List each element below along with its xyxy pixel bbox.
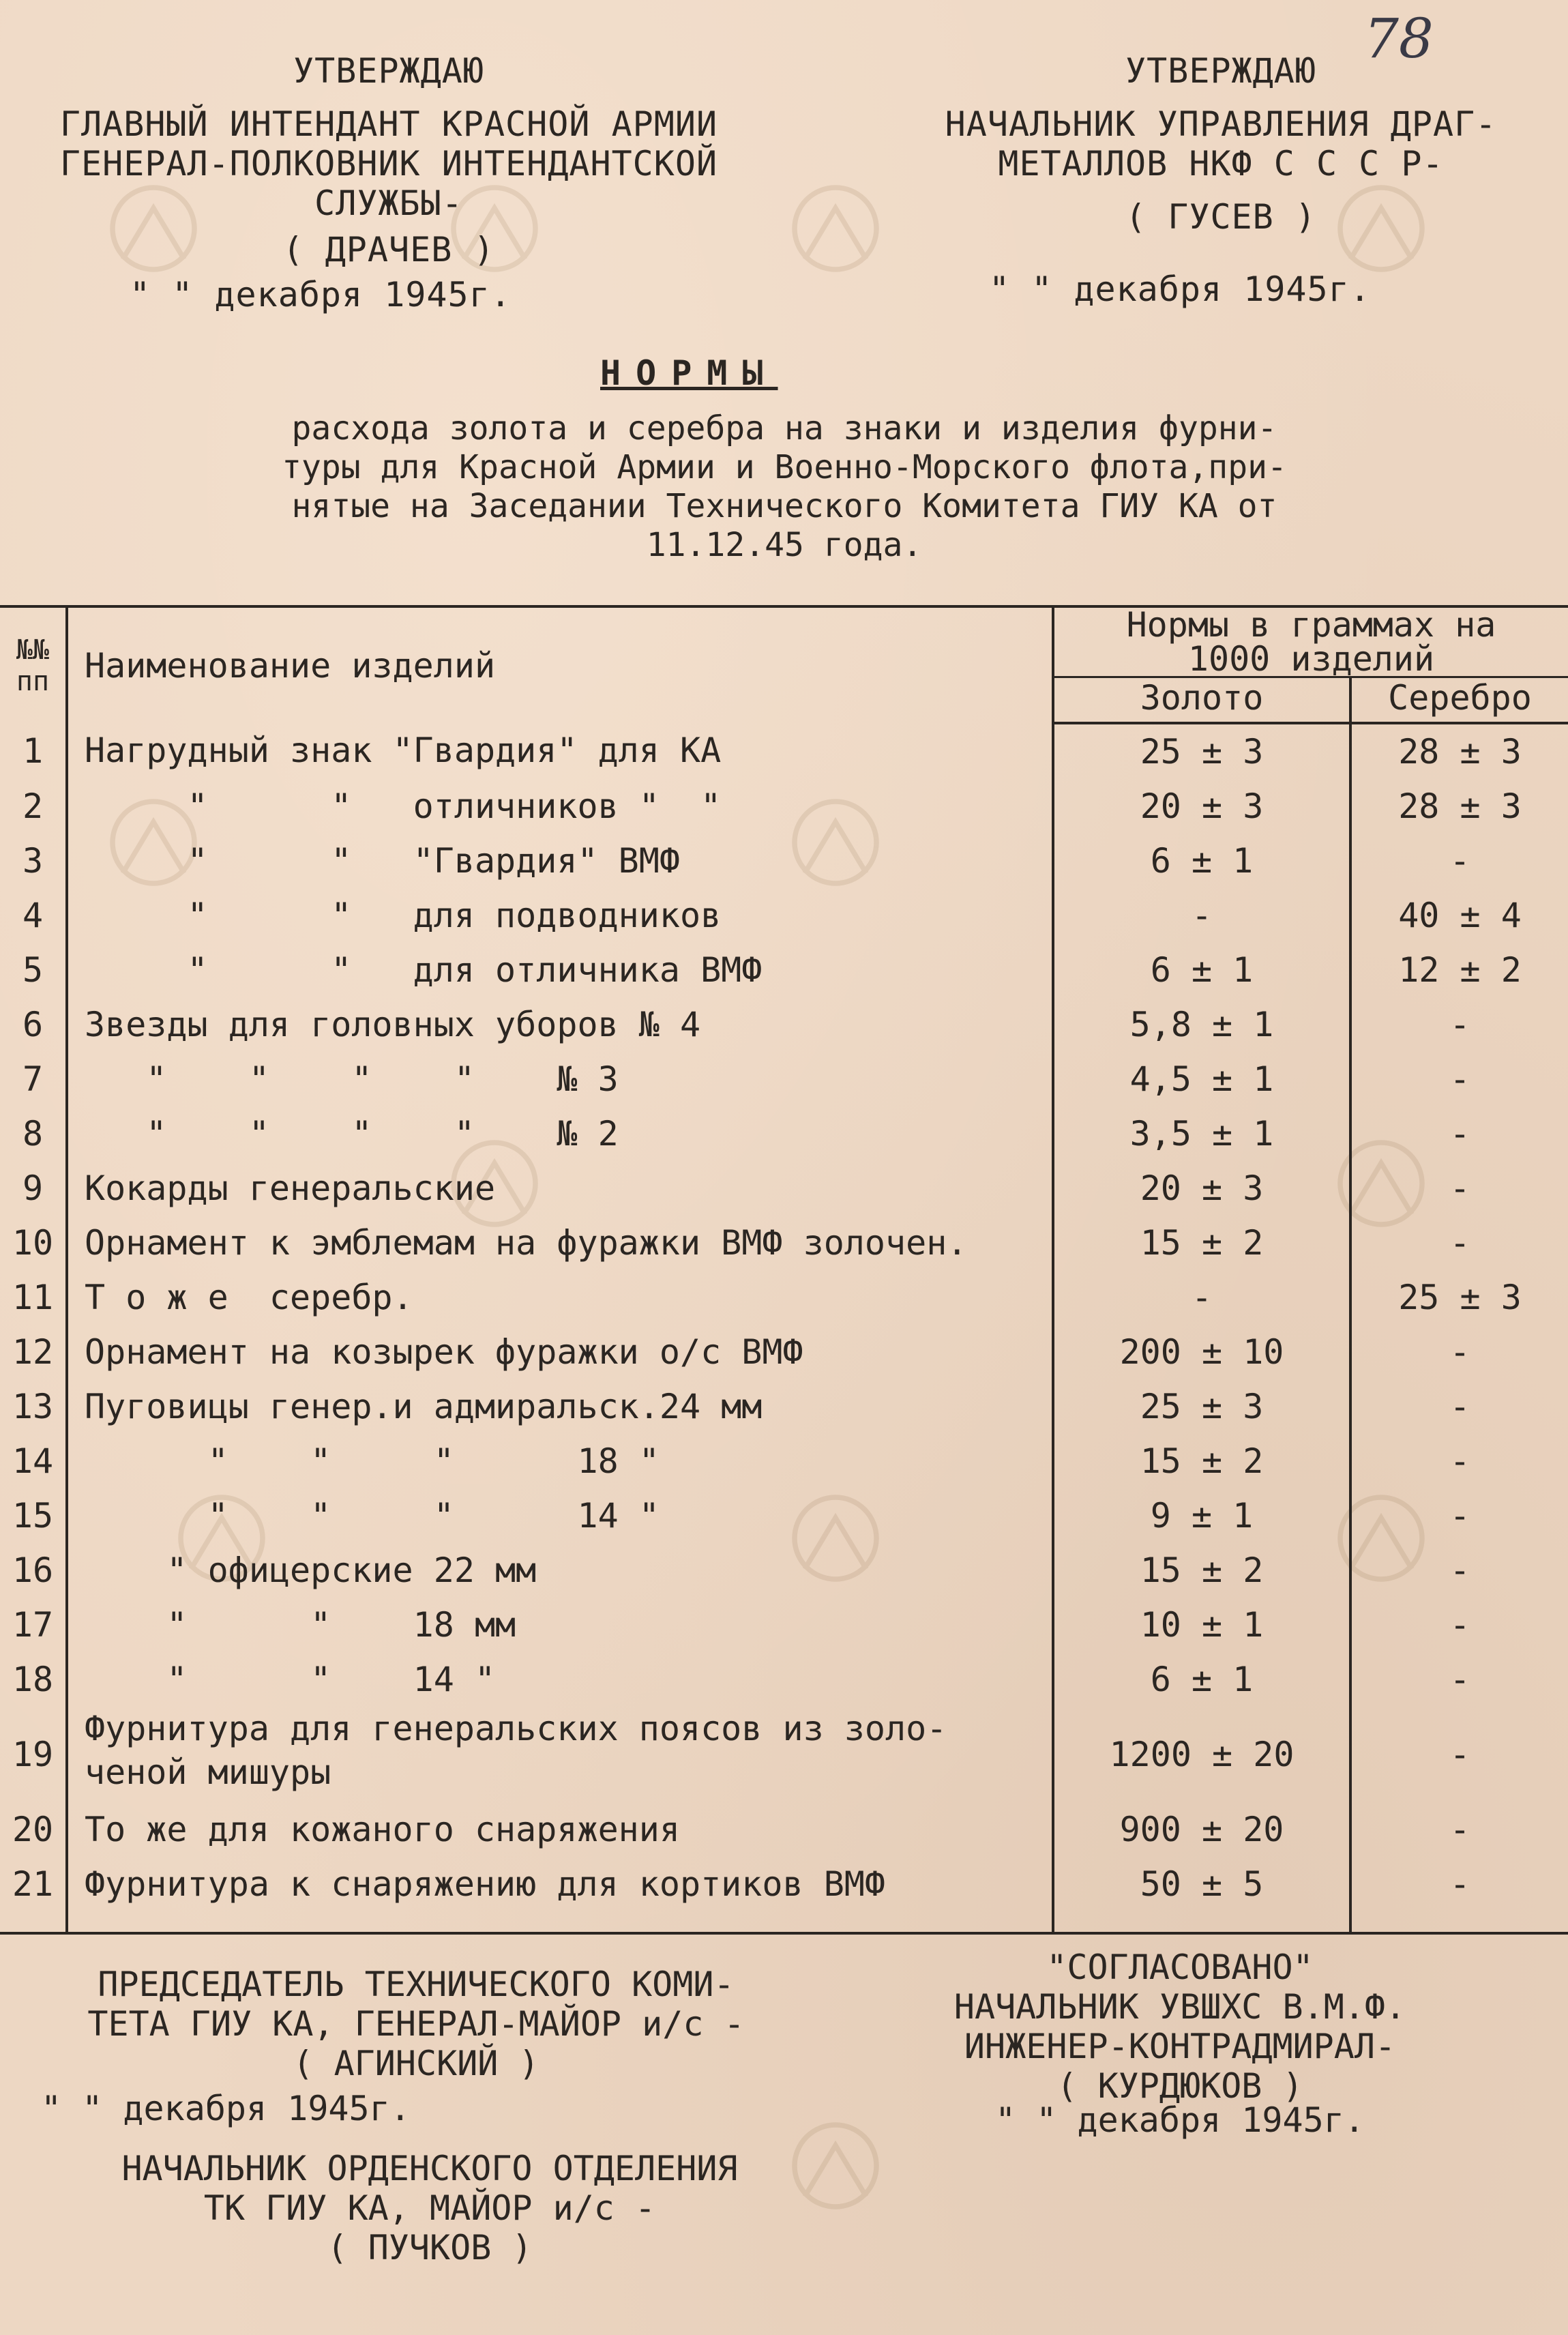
row-silver: 28 ± 3 bbox=[1398, 787, 1522, 826]
row-name: Звезды для головных уборов № 4 bbox=[67, 997, 1053, 1052]
row-number: 11 bbox=[0, 1270, 67, 1325]
row-number: 1 bbox=[0, 723, 67, 779]
row-name: " " " " № 3 bbox=[67, 1052, 1053, 1106]
row-silver: 40 ± 4 bbox=[1398, 896, 1522, 935]
header-norms-label: Нормы в граммах на 1000 изделий bbox=[1126, 605, 1496, 679]
row-gold: 1200 ± 20 bbox=[1053, 1707, 1350, 1802]
row-gold: 15 ± 2 bbox=[1053, 1543, 1350, 1598]
row-name: Т о ж е серебр. bbox=[67, 1270, 1053, 1325]
row-gold: 20 ± 3 bbox=[1053, 1161, 1350, 1216]
row-name: Орнамент на козырек фуражки о/с ВМФ bbox=[67, 1325, 1053, 1379]
row-number: 18 bbox=[0, 1652, 67, 1707]
sign-right-date: " " декабря 1945г. bbox=[995, 2100, 1365, 2140]
row-number: 6 bbox=[0, 997, 67, 1052]
row-silver: - bbox=[1449, 1387, 1470, 1426]
sign-right-name: ( КУРДЮКОВ ) bbox=[1056, 2066, 1303, 2106]
table-row bbox=[0, 888, 1568, 943]
row-name: " " для подводников bbox=[67, 888, 1053, 943]
approve-right-line1: НАЧАЛЬНИК УПРАВЛЕНИЯ ДРАГ- bbox=[945, 104, 1497, 144]
row-name: То же для кожаного снаряжения bbox=[67, 1802, 1053, 1857]
row-silver: - bbox=[1449, 841, 1470, 881]
approve-right-block bbox=[914, 51, 1528, 309]
row-gold: 900 ± 20 bbox=[1053, 1802, 1350, 1857]
row-name: " " " 18 " bbox=[67, 1434, 1053, 1488]
document-title: НОРМЫ bbox=[600, 353, 778, 393]
row-silver: - bbox=[1449, 1114, 1470, 1154]
row-silver: 12 ± 2 bbox=[1398, 950, 1522, 990]
row-gold: 6 ± 1 bbox=[1053, 834, 1350, 888]
row-name: " " 14 " bbox=[67, 1652, 1053, 1707]
row-number: 15 bbox=[0, 1488, 67, 1543]
row-gold: 50 ± 5 bbox=[1053, 1857, 1350, 1911]
row-number: 9 bbox=[0, 1161, 67, 1216]
row-name: Фурнитура для генеральских поясов из золо- ченой мишуры bbox=[67, 1707, 1053, 1802]
table-row bbox=[0, 1802, 1568, 1857]
table-row bbox=[0, 1106, 1568, 1161]
approve-left-line2: ГЕНЕРАЛ-ПОЛКОВНИК ИНТЕНДАНТСКОЙ bbox=[59, 144, 718, 183]
row-number: 7 bbox=[0, 1052, 67, 1106]
row-silver: - bbox=[1449, 1735, 1470, 1774]
table-bottom-cell bbox=[67, 1911, 1053, 1933]
row-number: 21 bbox=[0, 1857, 67, 1911]
approve-left-name: ( ДРАЧЕВ ) bbox=[282, 230, 495, 269]
table-row bbox=[0, 943, 1568, 997]
sign-right-block bbox=[873, 1948, 1487, 2140]
page-number: 78 bbox=[1364, 7, 1434, 70]
table-row bbox=[0, 1598, 1568, 1652]
table-bottom-cell bbox=[0, 1911, 67, 1933]
row-name: " " 18 мм bbox=[67, 1598, 1053, 1652]
sign-bottom-block bbox=[55, 2149, 805, 2267]
row-gold: 200 ± 10 bbox=[1053, 1325, 1350, 1379]
row-name: " " " 14 " bbox=[67, 1488, 1053, 1543]
row-gold: 9 ± 1 bbox=[1053, 1488, 1350, 1543]
row-number: 12 bbox=[0, 1325, 67, 1379]
sign-left-line2: ТЕТА ГИУ КА, ГЕНЕРАЛ-МАЙОР и/с - bbox=[87, 2004, 745, 2044]
header-name-label: Наименование изделий bbox=[85, 645, 496, 686]
table-header-row bbox=[0, 606, 1568, 677]
row-name: Пуговицы генер.и адмиральск.24 мм bbox=[67, 1379, 1053, 1434]
row-name: " " отличников " " bbox=[67, 779, 1053, 834]
sign-left-name: ( АГИНСКИЙ ) bbox=[293, 2044, 539, 2083]
row-gold: 25 ± 3 bbox=[1053, 723, 1350, 779]
row-silver: - bbox=[1449, 1005, 1470, 1044]
table-row bbox=[0, 1707, 1568, 1802]
row-number: 14 bbox=[0, 1434, 67, 1488]
table-row bbox=[0, 1216, 1568, 1270]
row-gold: 6 ± 1 bbox=[1053, 1652, 1350, 1707]
row-name: Орнамент к эмблемам на фуражки ВМФ золочен. bbox=[67, 1216, 1053, 1270]
table-row bbox=[0, 1325, 1568, 1379]
sign-right-line2: ИНЖЕНЕР-КОНТРАДМИРАЛ- bbox=[964, 2027, 1396, 2066]
row-number: 5 bbox=[0, 943, 67, 997]
table-row bbox=[0, 1052, 1568, 1106]
row-name: " " " " № 2 bbox=[67, 1106, 1053, 1161]
row-number: 10 bbox=[0, 1216, 67, 1270]
row-gold: 20 ± 3 bbox=[1053, 779, 1350, 834]
table-row bbox=[0, 834, 1568, 888]
row-silver: - bbox=[1449, 1496, 1470, 1536]
approve-left-line3: СЛУЖБЫ- bbox=[314, 183, 463, 223]
header-gold: Золото bbox=[1053, 677, 1350, 724]
row-number: 2 bbox=[0, 779, 67, 834]
row-silver: - bbox=[1449, 1551, 1470, 1590]
row-number: 19 bbox=[0, 1707, 67, 1802]
sign-right-line1: НАЧАЛЬНИК УВШХС В.М.Ф. bbox=[953, 1987, 1406, 2027]
approve-right-name: ( ГУСЕВ ) bbox=[1125, 197, 1316, 237]
approve-left-line1: ГЛАВНЫЙ ИНТЕНДАНТ КРАСНОЙ АРМИИ bbox=[59, 104, 718, 144]
subtitle-line4: 11.12.45 года. bbox=[646, 526, 923, 564]
watermark-emblem bbox=[784, 177, 887, 280]
table-row bbox=[0, 997, 1568, 1052]
header-number bbox=[0, 606, 67, 723]
subtitle-line3: нятые на Заседании Технического Комитета ГИУ КА от bbox=[291, 487, 1277, 525]
row-silver: - bbox=[1449, 1660, 1470, 1699]
header-norms bbox=[1053, 606, 1568, 677]
sign-right-agreed: "СОГЛАСОВАНО" bbox=[1046, 1948, 1314, 1987]
header-name bbox=[67, 606, 1053, 723]
sign-left-date: " " декабря 1945г. bbox=[41, 2089, 411, 2128]
table-row bbox=[0, 1543, 1568, 1598]
row-name: Фурнитура к снаряжению для кортиков ВМФ bbox=[67, 1857, 1053, 1911]
approve-left-heading: УТВЕРЖДАЮ bbox=[293, 51, 484, 91]
row-silver: 25 ± 3 bbox=[1398, 1278, 1522, 1317]
table-row bbox=[0, 779, 1568, 834]
row-silver: - bbox=[1449, 1169, 1470, 1208]
row-silver: - bbox=[1449, 1059, 1470, 1099]
header-silver: Серебро bbox=[1350, 677, 1568, 724]
approve-right-heading: УТВЕРЖДАЮ bbox=[1125, 51, 1316, 91]
row-number: 8 bbox=[0, 1106, 67, 1161]
sign-left-block bbox=[41, 1965, 791, 2128]
row-gold: 3,5 ± 1 bbox=[1053, 1106, 1350, 1161]
sign-bottom-line2: ТК ГИУ КА, МАЙОР и/с - bbox=[203, 2188, 656, 2228]
sign-left-line1: ПРЕДСЕДАТЕЛЬ ТЕХНИЧЕСКОГО КОМИ- bbox=[98, 1965, 735, 2004]
approve-right-line2: МЕТАЛЛОВ НКФ С С С Р- bbox=[998, 144, 1444, 183]
row-gold: 5,8 ± 1 bbox=[1053, 997, 1350, 1052]
row-gold: 4,5 ± 1 bbox=[1053, 1052, 1350, 1106]
row-name: " " для отличника ВМФ bbox=[67, 943, 1053, 997]
row-gold: 25 ± 3 bbox=[1053, 1379, 1350, 1434]
table-row bbox=[0, 1652, 1568, 1707]
table-row bbox=[0, 1161, 1568, 1216]
row-gold: - bbox=[1053, 1270, 1350, 1325]
table-row bbox=[0, 1488, 1568, 1543]
row-silver: 28 ± 3 bbox=[1398, 732, 1522, 772]
table-row bbox=[0, 1379, 1568, 1434]
table-bottom-cell bbox=[1053, 1911, 1350, 1933]
row-gold: 15 ± 2 bbox=[1053, 1216, 1350, 1270]
sign-bottom-line1: НАЧАЛЬНИК ОРДЕНСКОГО ОТДЕЛЕНИЯ bbox=[121, 2149, 738, 2188]
approve-right-date: " " декабря 1945г. bbox=[989, 269, 1371, 309]
row-gold: 6 ± 1 bbox=[1053, 943, 1350, 997]
table-row bbox=[0, 1270, 1568, 1325]
table-row bbox=[0, 1434, 1568, 1488]
approve-left-date: " " декабря 1945г. bbox=[130, 275, 512, 314]
row-silver: - bbox=[1449, 1441, 1470, 1481]
table-bottom-row bbox=[0, 1911, 1568, 1933]
row-number: 4 bbox=[0, 888, 67, 943]
row-number: 20 bbox=[0, 1802, 67, 1857]
row-silver: - bbox=[1449, 1605, 1470, 1645]
row-gold: 10 ± 1 bbox=[1053, 1598, 1350, 1652]
row-name: Нагрудный знак "Гвардия" для КА bbox=[67, 723, 1053, 779]
row-number: 16 bbox=[0, 1543, 67, 1598]
row-silver: - bbox=[1449, 1864, 1470, 1904]
row-silver: - bbox=[1449, 1332, 1470, 1372]
document-subtitle bbox=[205, 409, 1364, 565]
sign-bottom-name: ( ПУЧКОВ ) bbox=[327, 2228, 533, 2267]
subtitle-line1: расхода золота и серебра на знаки и изделия фурни- bbox=[291, 409, 1277, 447]
approve-left-block bbox=[48, 51, 730, 314]
table-row bbox=[0, 723, 1568, 779]
row-gold: - bbox=[1053, 888, 1350, 943]
row-name: " офицерские 22 мм bbox=[67, 1543, 1053, 1598]
table-row bbox=[0, 1857, 1568, 1911]
header-number-label: №№ пп bbox=[16, 634, 50, 697]
row-name: " " "Гвардия" ВМФ bbox=[67, 834, 1053, 888]
subtitle-line2: туры для Красной Армии и Военно-Морского флота,при- bbox=[282, 448, 1287, 486]
table-bottom-cell bbox=[1350, 1911, 1568, 1933]
row-number: 17 bbox=[0, 1598, 67, 1652]
row-name: Кокарды генеральские bbox=[67, 1161, 1053, 1216]
row-silver: - bbox=[1449, 1223, 1470, 1263]
row-number: 13 bbox=[0, 1379, 67, 1434]
row-gold: 15 ± 2 bbox=[1053, 1434, 1350, 1488]
row-number: 3 bbox=[0, 834, 67, 888]
norms-table bbox=[0, 605, 1568, 1935]
row-silver: - bbox=[1449, 1810, 1470, 1849]
